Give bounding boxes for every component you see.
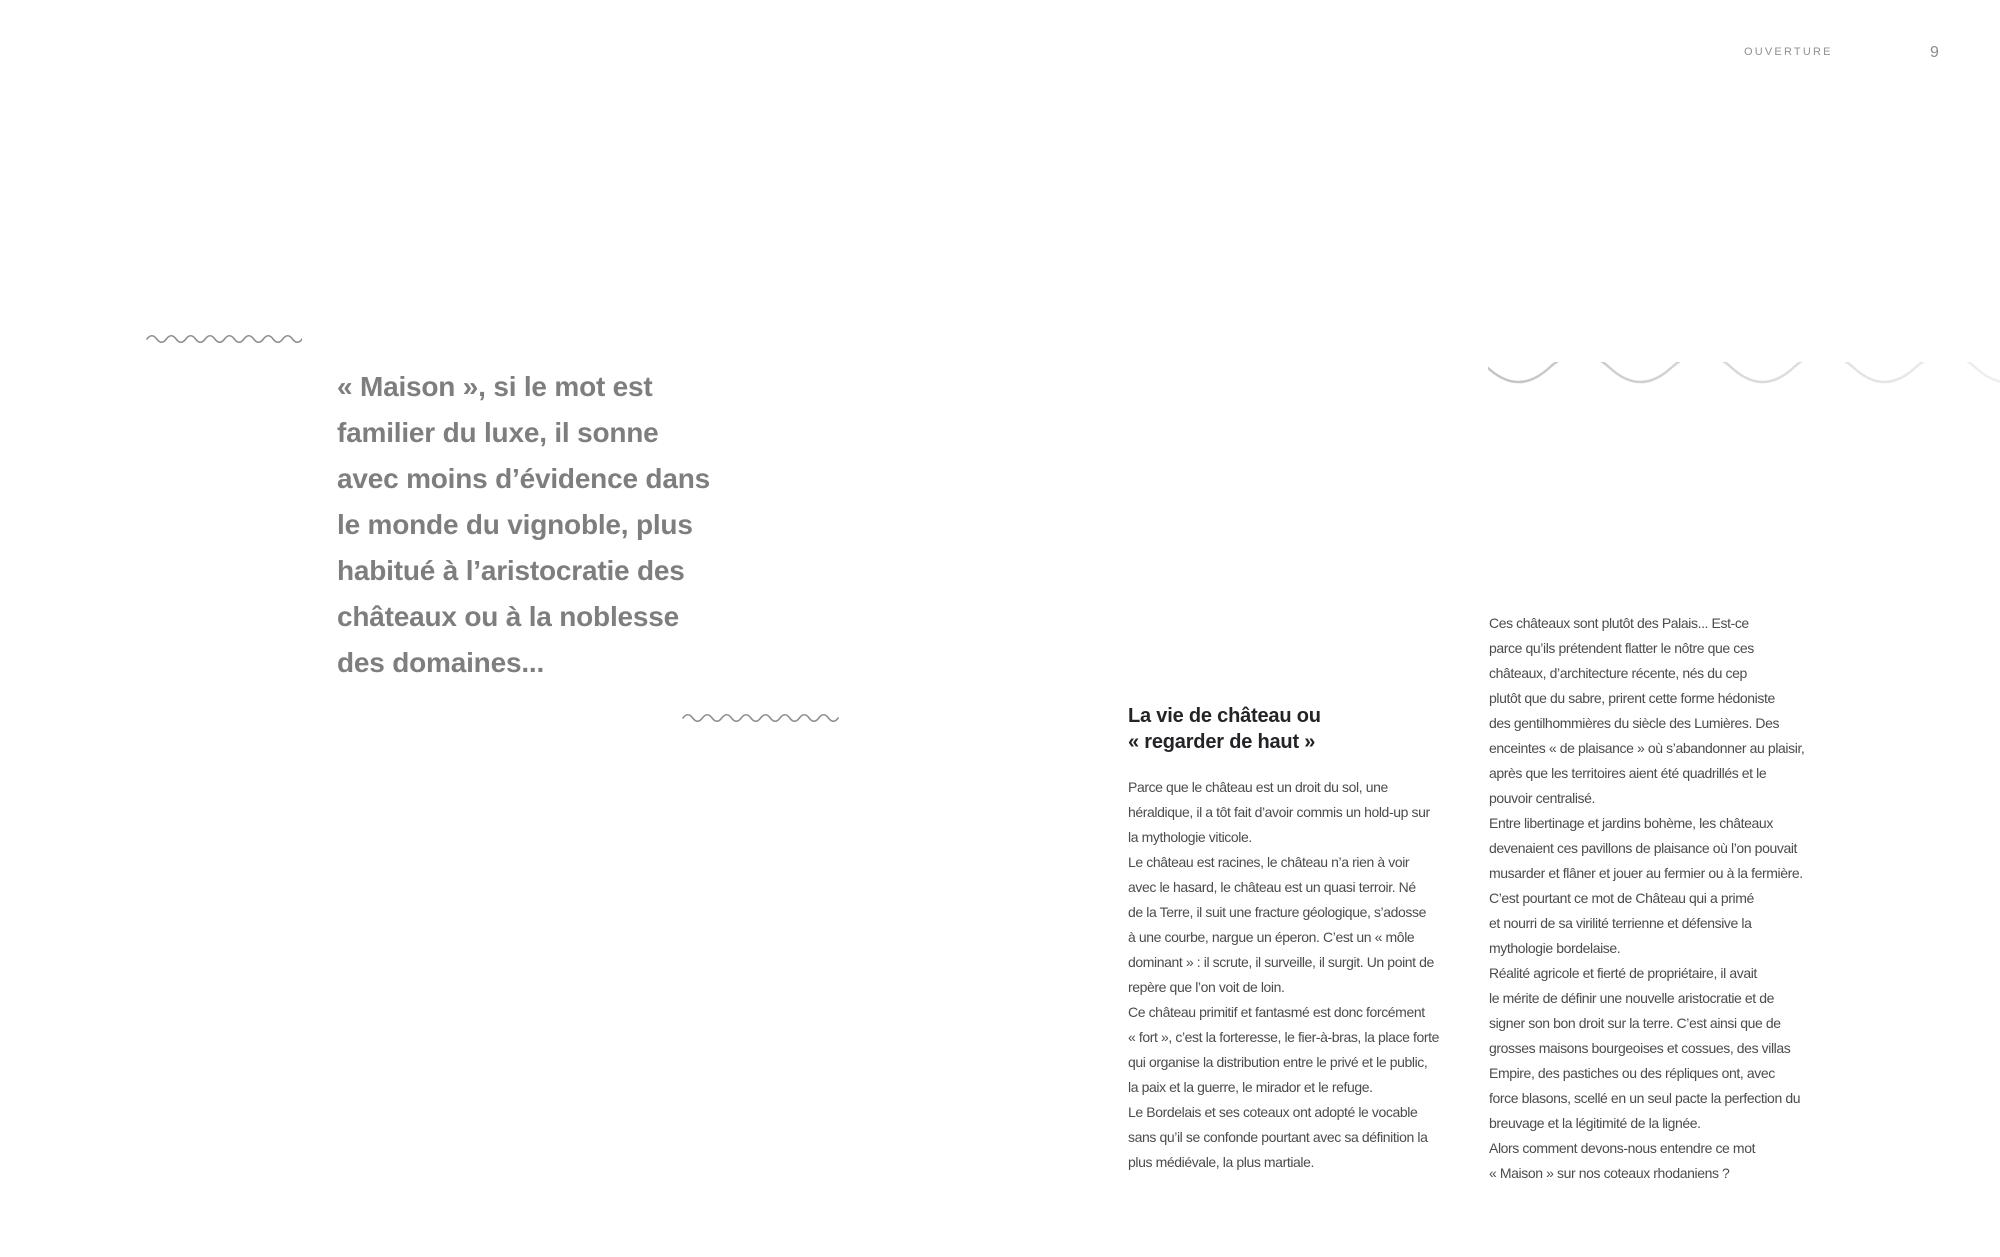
body-text-line: grosses maisons bourgeoises et cossues, des villas: [1489, 1040, 1791, 1056]
body-text-line: sans qu’il se confonde pourtant avec sa définition la: [1128, 1129, 1428, 1145]
body-text-line: le mérite de définir une nouvelle aristocratie et de: [1489, 990, 1775, 1006]
article-heading: [1128, 703, 1321, 755]
body-text-line: et nourri de sa virilité terrienne et défensive la: [1489, 915, 1752, 931]
body-text-line: repère que l’on voit de loin.: [1128, 979, 1285, 995]
body-text-line: signer son bon droit sur la terre. C’est ainsi que de: [1489, 1015, 1781, 1031]
pull-quote-line: habitué à l’aristocratie des: [337, 555, 685, 586]
body-text-line: pouvoir centralisé.: [1489, 790, 1596, 806]
body-text-line: Alors comment devons-nous entendre ce mot: [1489, 1140, 1756, 1156]
body-text-line: breuvage et la légitimité de la lignée.: [1489, 1115, 1701, 1131]
article-column-right: [1489, 611, 1804, 1186]
body-text-line: C’est pourtant ce mot de Château qui a primé: [1489, 890, 1754, 906]
pull-quote: [337, 364, 710, 686]
body-text-line: avec le hasard, le château est un quasi terroir. Né: [1128, 879, 1416, 895]
squiggle-divider-icon: [682, 710, 840, 724]
body-text-line: « Maison » sur nos coteaux rhodaniens ?: [1489, 1165, 1730, 1181]
pull-quote-line: avec moins d’évidence dans: [337, 463, 710, 494]
pull-quote-line: familier du luxe, il sonne: [337, 417, 659, 448]
body-text-line: après que les territoires aient été quadrillés et le: [1489, 765, 1767, 781]
body-text-line: plutôt que du sabre, prirent cette forme hédoniste: [1489, 690, 1775, 706]
body-text-line: musarder et flâner et jouer au fermier ou à la fermière.: [1489, 865, 1803, 881]
body-text-line: parce qu’ils prétendent flatter le nôtre que ces: [1489, 640, 1754, 656]
body-text-line: à une courbe, nargue un éperon. C’est un « môle: [1128, 929, 1415, 945]
article-column-left: [1128, 775, 1439, 1175]
pull-quote-line: le monde du vignoble, plus: [337, 509, 693, 540]
body-text-line: mythologie bordelaise.: [1489, 940, 1621, 956]
body-text-line: Réalité agricole et fierté de propriétaire, il avait: [1489, 965, 1757, 981]
running-header: [1744, 44, 1944, 61]
body-text-line: des gentilhommières du siècle des Lumières. Des: [1489, 715, 1780, 731]
article-heading-line: « regarder de haut »: [1128, 731, 1316, 753]
page-number: 9: [1930, 44, 1939, 61]
body-text-line: Empire, des pastiches ou des répliques ont, avec: [1489, 1065, 1775, 1081]
body-text-line: enceintes « de plaisance » où s’abandonner au plaisir,: [1489, 740, 1805, 756]
body-text-line: plus médiévale, la plus martiale.: [1128, 1154, 1315, 1170]
body-text-line: Ces châteaux sont plutôt des Palais... Est-ce: [1489, 615, 1749, 631]
pull-quote-line: des domaines...: [337, 647, 545, 678]
squiggle-divider-icon: [146, 331, 302, 345]
body-text-line: Le Bordelais et ses coteaux ont adopté le vocable: [1128, 1104, 1418, 1120]
article-heading-line: La vie de château ou: [1128, 705, 1321, 727]
body-text-line: la paix et la guerre, le mirador et le refuge.: [1128, 1079, 1373, 1095]
body-text-line: de la Terre, il suit une fracture géologique, s’adosse: [1128, 904, 1427, 920]
body-text-line: dominant » : il scrute, il surveille, il surgit. Un point de: [1128, 954, 1434, 970]
pull-quote-line: châteaux ou à la noblesse: [337, 601, 680, 632]
body-text-line: force blasons, scellé en un seul pacte la perfection du: [1489, 1090, 1801, 1106]
section-label: OUVERTURE: [1744, 46, 1833, 58]
body-text-line: la mythologie viticole.: [1128, 829, 1252, 845]
body-text-line: Entre libertinage et jardins bohème, les châteaux: [1489, 815, 1773, 831]
body-text-line: devenaient ces pavillons de plaisance où l’on pouvait: [1489, 840, 1798, 856]
body-text-line: Parce que le château est un droit du sol, une: [1128, 779, 1388, 795]
sine-wave-decoration-icon: [1488, 362, 2000, 404]
body-text-line: châteaux, d’architecture récente, nés du cep: [1489, 665, 1747, 681]
body-text-line: « fort », c’est la forteresse, le fier-à-bras, la place forte: [1128, 1029, 1439, 1045]
body-text-line: héraldique, il a tôt fait d’avoir commis un hold-up sur: [1128, 804, 1430, 820]
pull-quote-line: « Maison », si le mot est: [337, 371, 653, 402]
body-text-line: qui organise la distribution entre le privé et le public,: [1128, 1054, 1428, 1070]
body-text-line: Le château est racines, le château n’a rien à voir: [1128, 854, 1410, 870]
body-text-line: Ce château primitif et fantasmé est donc forcément: [1128, 1004, 1425, 1020]
